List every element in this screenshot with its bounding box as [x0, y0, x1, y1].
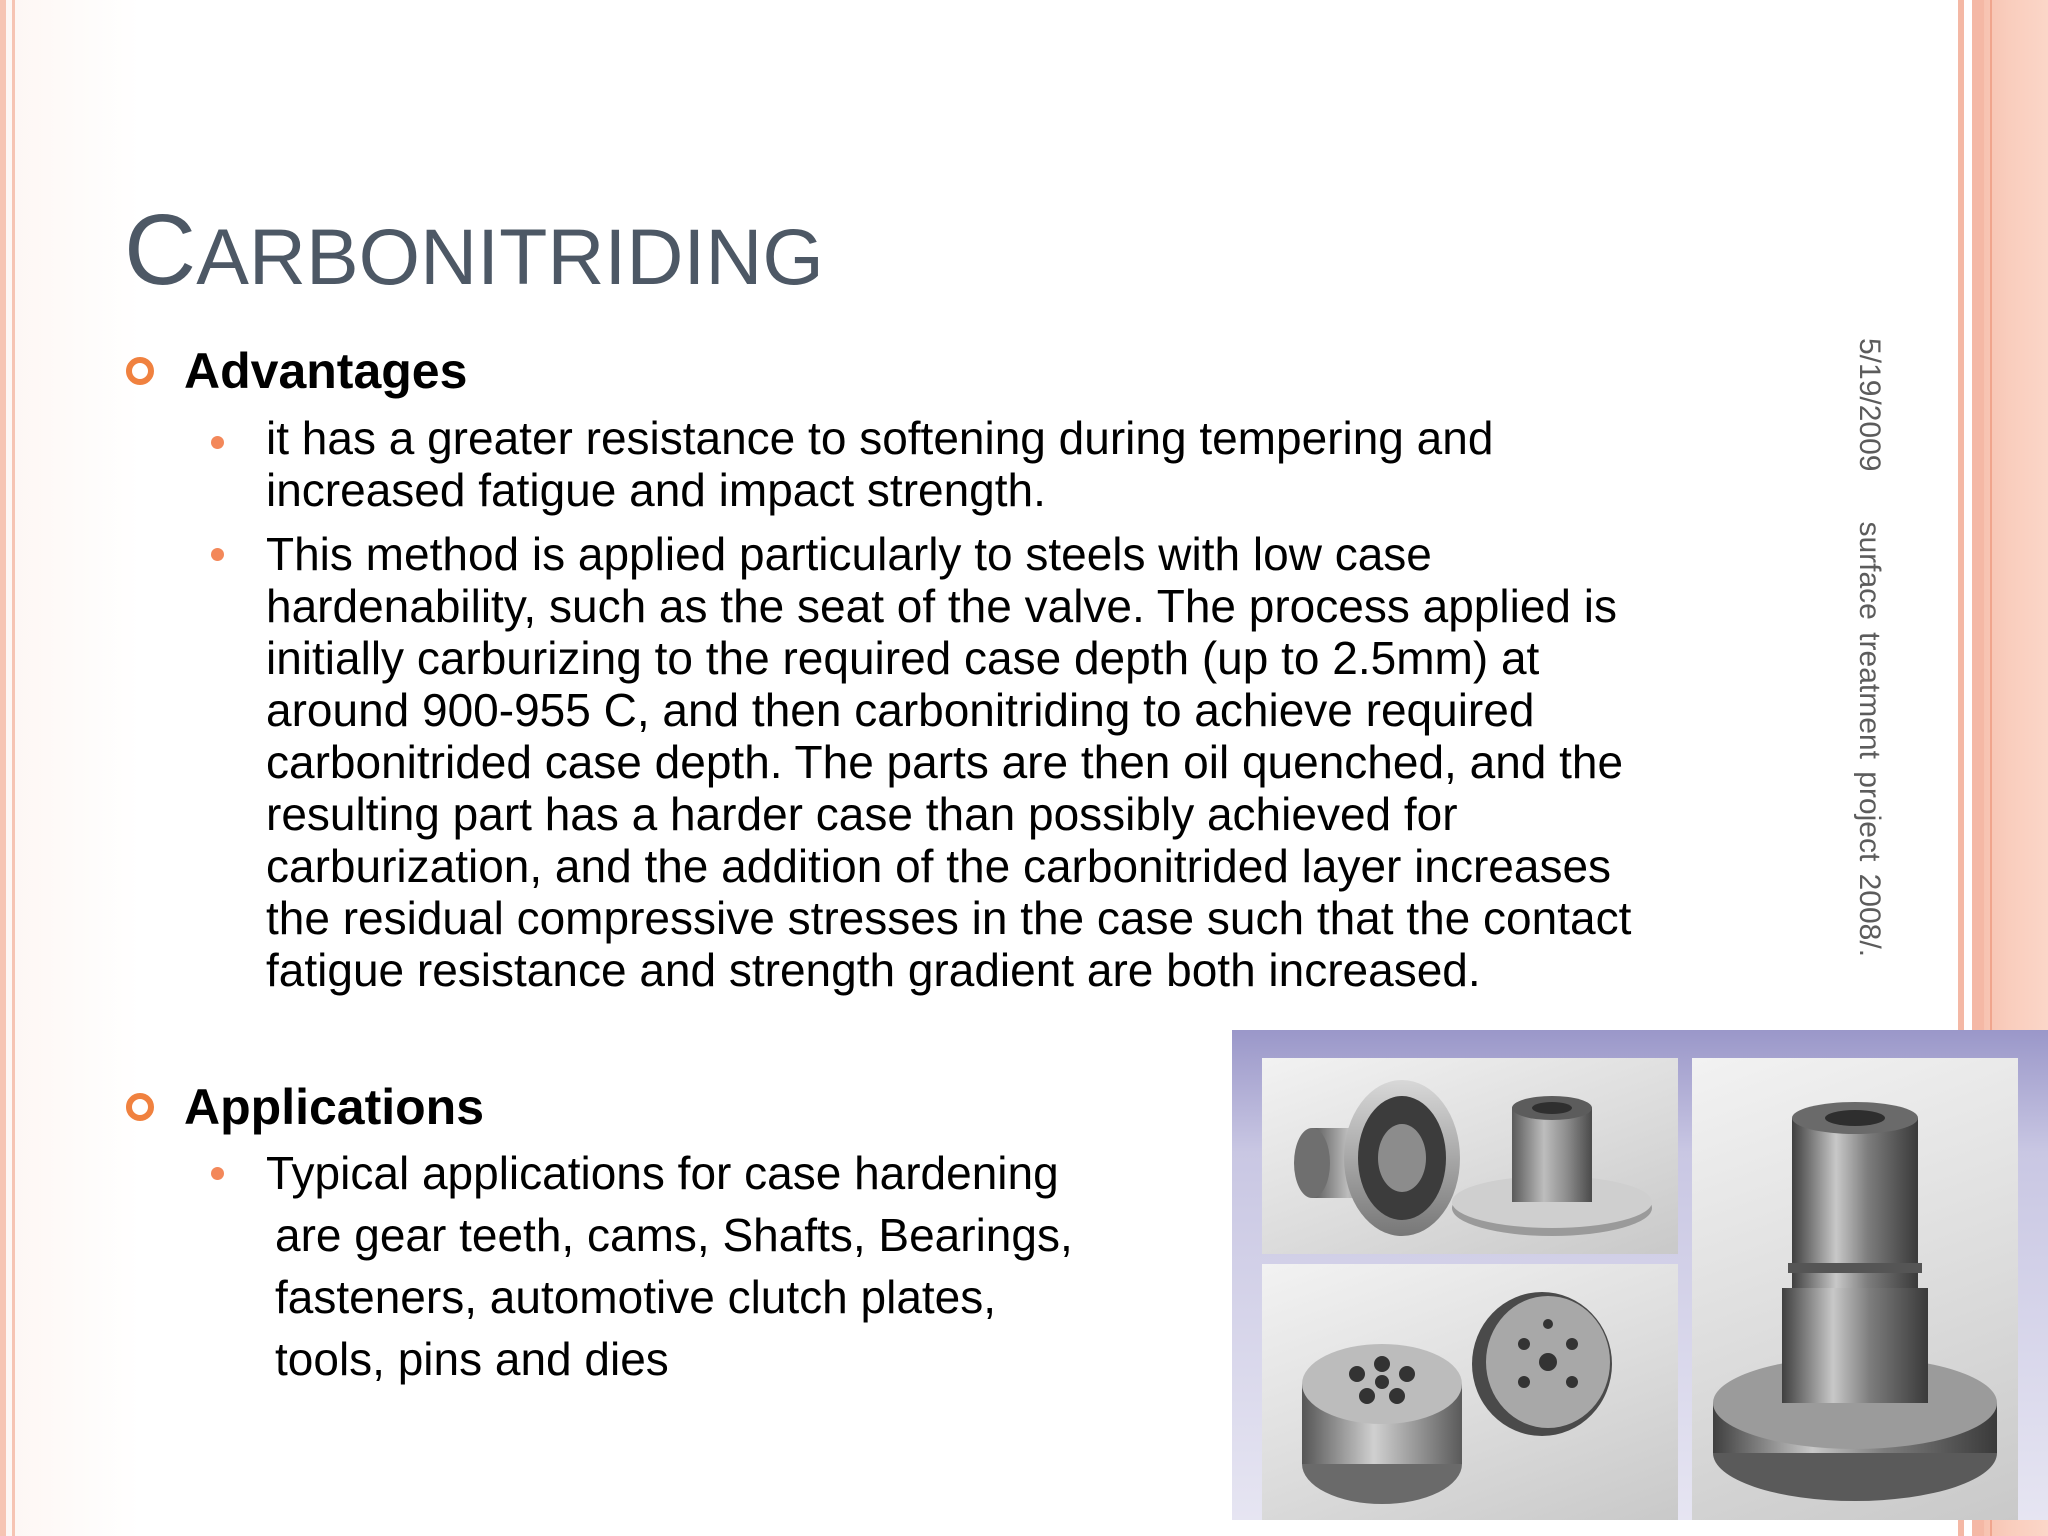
application-line: are gear teeth, cams, Shafts, Bearings,: [275, 1209, 1073, 1261]
bullet-dot-icon: [211, 436, 224, 449]
text-line: carbonitrided case depth. The parts are then oil quenched, and the: [266, 736, 1624, 788]
photo-panel-discs: [1262, 1264, 1678, 1520]
left-border-line-thin: [12, 0, 15, 1536]
bullet-dot-icon: [211, 548, 224, 561]
text-line: the residual compressive stresses in the case such that the contact: [266, 892, 1632, 944]
bullet-dot-icon: [211, 1167, 224, 1180]
stepped-shaft-icon: [1692, 1058, 2018, 1520]
ring-bullet-icon: [126, 1093, 154, 1121]
footer-date: 5/19/2009: [1853, 338, 1886, 472]
slide-title-rest: ARBONITRIDING: [196, 212, 824, 301]
flange-parts-icon: [1262, 1058, 1678, 1254]
slide-title: [124, 194, 824, 306]
application-line: tools, pins and dies: [275, 1333, 669, 1385]
ring-bullet-icon: [126, 357, 154, 385]
text-line: initially carburizing to the required case depth (up to 2.5mm) at: [266, 632, 1540, 684]
side-footer: [1852, 338, 1886, 957]
advantage-item-1: [266, 412, 1493, 516]
photo-panel-shaft: [1692, 1058, 2018, 1520]
text-line: it has a greater resistance to softening during tempering and: [266, 412, 1494, 464]
text-line: hardenability, such as the seat of the valve. The process applied is: [266, 580, 1617, 632]
text-line: carburization, and the addition of the carbonitrided layer increases: [266, 840, 1612, 892]
text-line: around 900-955 C, and then carbonitriding to achieve required: [266, 684, 1535, 736]
text-line: resulting part has a harder case than possibly achieved for: [266, 788, 1458, 840]
applications-heading-text: Applications: [184, 1079, 485, 1135]
advantages-heading: [126, 343, 468, 399]
advantages-heading-text: Advantages: [184, 343, 468, 399]
application-line: fasteners, automotive clutch plates,: [275, 1271, 997, 1323]
drilled-discs-icon: [1262, 1264, 1678, 1520]
text-line: increased fatigue and impact strength.: [266, 464, 1046, 516]
photo-panel-flanges: [1262, 1058, 1678, 1254]
parts-photo: [1232, 1030, 2048, 1520]
footer-project: surface treatment project 2008/.: [1853, 521, 1886, 958]
text-line: fatigue resistance and strength gradient are both increased.: [266, 944, 1481, 996]
applications-heading: [126, 1079, 485, 1135]
advantage-item-2: [266, 528, 1631, 996]
slide-title-initial: C: [124, 194, 197, 306]
text-line: This method is applied particularly to steels with low case: [266, 528, 1432, 580]
left-border-line: [0, 0, 6, 1536]
application-line: Typical applications for case hardening: [266, 1147, 1059, 1199]
